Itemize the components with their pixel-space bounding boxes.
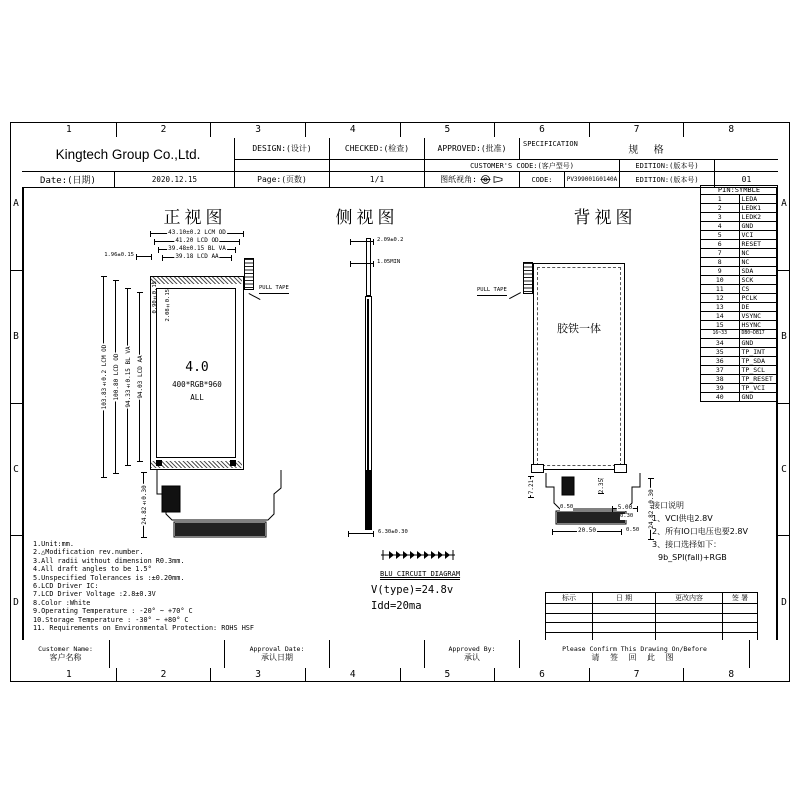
ruler-col-8: 8	[728, 124, 735, 135]
front-corner-mark-left	[156, 460, 162, 466]
ruler-col-1: 1	[22, 667, 117, 682]
footer-approval-date: Approval Date: 承认日期	[225, 640, 330, 668]
inner-dim-2: 2.08±0.15	[165, 289, 171, 322]
pin-row-4	[701, 222, 778, 231]
pin-number: 11	[701, 285, 740, 294]
ruler-col-5: 5	[401, 122, 496, 137]
led-caption: BLU CIRCUIT DIAGRAM	[380, 570, 461, 578]
side-fpc-dark	[365, 470, 372, 530]
footer-customer-name: Customer Name: 客户名称	[22, 640, 110, 668]
revision-empty-row	[546, 613, 758, 623]
pin-number: 39	[701, 384, 740, 393]
ruler-col-6: 6	[495, 667, 590, 682]
ruler-col-4: 4	[306, 122, 401, 137]
note-line: 9.Operating Temperature : -20° ~ +70° C	[33, 607, 193, 616]
display-size: 4.0	[185, 360, 209, 375]
ruler-col-3: 3	[211, 122, 306, 137]
front-fpc-component	[162, 486, 180, 512]
front-horizontal-dim: 41.20 LCD OD	[154, 241, 240, 242]
front-vertical-dim: 100.80 LCD OD	[115, 280, 116, 474]
ruler-col-7: 7	[590, 122, 685, 137]
ruler-row-C: C	[10, 404, 22, 537]
interface-note-line: 9b_SPI(fall)+RGB	[658, 553, 727, 562]
pin-symbol: VCI	[739, 231, 778, 240]
note-line: 2.△Modification rev.number.	[33, 548, 144, 557]
design-label: DESIGN:(设计)	[235, 138, 330, 160]
pin-row-39	[701, 384, 778, 393]
front-top-sealant	[151, 277, 242, 284]
ruler-row-A: A	[778, 138, 790, 271]
pin-number: 12	[701, 294, 740, 303]
pin-number: 35	[701, 348, 740, 357]
pin-number: 1	[701, 195, 740, 204]
pin-symbol: PCLK	[739, 294, 778, 303]
inner-dim-1: 0.90±0.15	[152, 281, 158, 314]
note-line: 1.Unit:mm.	[33, 540, 74, 548]
specification-label: SPECIFICATION	[523, 140, 578, 148]
pin-symbol: RESET	[739, 240, 778, 249]
pin-symbol: VSYNC	[739, 312, 778, 321]
code-value: PV399001G0140A	[565, 172, 620, 188]
edition-value: 01	[715, 172, 778, 188]
pin-symbol: LEDK2	[739, 213, 778, 222]
revision-empty-row	[546, 604, 758, 614]
approved-label: APPROVED:(批准)	[425, 138, 520, 160]
corner-dim-line	[136, 256, 152, 257]
pin-row-13	[701, 303, 778, 312]
pin-number: 14	[701, 312, 740, 321]
pin-row-16~33	[701, 330, 778, 339]
interface-note-line: 3、接口选择如下：	[652, 540, 722, 549]
note-line: 8.Color :White	[33, 598, 91, 607]
viewing-direction: ALL	[190, 393, 204, 402]
ruler-row-D: D	[13, 596, 19, 608]
pin-symbol: GND	[739, 393, 778, 402]
pin-symbol: LEDA	[739, 195, 778, 204]
interface-note-title: 接口说明	[652, 501, 684, 510]
front-pull-tape-label: PULL TAPE	[259, 286, 289, 294]
ruler-row-B: B	[10, 271, 22, 404]
note-line: 4.All draft angles to be 1.5°	[33, 565, 152, 574]
ruler-row-D: D	[781, 596, 787, 608]
back-dim-mid: 2.35	[598, 478, 605, 494]
pin-row-7	[701, 249, 778, 258]
back-connector-bar	[557, 512, 625, 523]
page-value: 1/1	[330, 172, 425, 188]
footer-confirm-note: Please Confirm This Drawing On/Before 请 签 回 此 图	[520, 640, 750, 668]
pin-number: 36	[701, 357, 740, 366]
front-horizontal-dim: 43.10±0.2 LCM OD	[150, 233, 244, 234]
pin-symbol: TP_INT	[739, 348, 778, 357]
led-string-diagram	[381, 548, 455, 562]
side-dim-min-line	[350, 263, 374, 264]
pin-number: 34	[701, 339, 740, 348]
note-line: 7.LCD Driver Voltage :2.8±0.3V	[33, 590, 156, 599]
backlight-current: Idd=20ma	[371, 600, 422, 612]
ruler-right	[778, 138, 790, 668]
revision-header: 签 署	[723, 593, 758, 604]
note-line: 3.All radii without dimension R0.3mm.	[33, 556, 185, 565]
resolution: 400*RGB*960	[172, 380, 222, 389]
pin-row-15	[701, 321, 778, 330]
backlight-voltage: V(type)=24.8v	[371, 584, 454, 596]
pin-number: 3	[701, 213, 740, 222]
pin-table-header: PIN:SYMBLE	[701, 186, 778, 195]
pin-row-14	[701, 312, 778, 321]
pin-symbol: GND	[739, 222, 778, 231]
ruler-col-5: 5	[401, 667, 496, 682]
ruler-left	[10, 138, 22, 668]
ruler-col-8: 8	[728, 669, 735, 680]
checked-label: CHECKED:(检查)	[330, 138, 425, 160]
corner-dim-label: 1.96±0.15	[90, 253, 134, 259]
back-ear-right	[614, 464, 627, 473]
footer-approval-date-value	[330, 640, 425, 668]
pin-row-8	[701, 258, 778, 267]
revision-header: 更改内容	[656, 593, 723, 604]
back-fpc-component	[562, 477, 574, 495]
front-connector-bar	[175, 523, 265, 536]
date-value: 2020.12.15	[115, 172, 235, 188]
back-dim-width-line: 20.50	[552, 531, 622, 532]
back-dim-step-c: 0.50	[626, 527, 640, 533]
page-label: Page:(页数)	[235, 172, 330, 188]
revision-table	[545, 592, 758, 642]
note-line: 6.LCD Driver IC:	[33, 582, 99, 591]
pin-number: 8	[701, 258, 740, 267]
pin-row-34	[701, 339, 778, 348]
pin-row-1	[701, 195, 778, 204]
pin-row-3	[701, 213, 778, 222]
pin-row-37	[701, 366, 778, 375]
pin-number: 2	[701, 204, 740, 213]
front-bottom-sealant	[151, 461, 242, 468]
front-fpc-outline	[150, 470, 295, 542]
pin-symbol: SCK	[739, 276, 778, 285]
ruler-col-7: 7	[590, 667, 685, 682]
interface-note-line: 2、所有IO口电压也要2.8V	[652, 527, 748, 536]
pin-number: 40	[701, 393, 740, 402]
pin-symbol: DB0~DB17	[739, 330, 778, 339]
pin-row-36	[701, 357, 778, 366]
design-value	[235, 160, 330, 172]
front-corner-mark-right	[230, 460, 236, 466]
pin-row-10	[701, 276, 778, 285]
ruler-col-2: 2	[117, 122, 212, 137]
pin-number: 13	[701, 303, 740, 312]
front-pull-tape-tab	[244, 258, 254, 290]
pin-number: 15	[701, 321, 740, 330]
pin-symbol: LEDK1	[739, 204, 778, 213]
ruler-bottom	[22, 667, 778, 682]
pin-symbol: TP_SDA	[739, 357, 778, 366]
back-pull-tape-label: PULL TAPE	[477, 288, 507, 296]
footer-approved-by: Approved By: 承认	[425, 640, 520, 668]
ruler-top	[22, 122, 778, 137]
back-dim-right: 24.82±0.30	[650, 478, 651, 540]
back-shield-dashed	[537, 267, 621, 466]
revision-empty-row	[546, 623, 758, 633]
specification-cn: 规 格	[628, 145, 670, 156]
pin-symbol: NC	[739, 249, 778, 258]
pin-symbol: TP_VCI	[739, 384, 778, 393]
pin-number: 5	[701, 231, 740, 240]
edition-label: EDITION:(版本号)	[620, 160, 715, 172]
front-fpc-dim: 24.82±0.30	[143, 472, 144, 538]
pin-number: 6	[701, 240, 740, 249]
ruler-row-A: A	[10, 138, 22, 271]
back-view-title: 背视图	[573, 208, 637, 228]
side-dim-total-line	[350, 241, 374, 242]
front-vertical-dim: 94.33±0.15 BL VA	[127, 288, 128, 466]
side-dim-tail: 6.30±0.30	[378, 529, 408, 535]
pin-symbol: TP_SCL	[739, 366, 778, 375]
pin-symbol: CS	[739, 285, 778, 294]
customer-code-label: CUSTOMER'S CODE:(客户型号)	[425, 160, 620, 172]
first-angle-projection-icon	[480, 174, 504, 185]
ruler-row-C: C	[778, 404, 790, 537]
back-dim-step-b: 0.30	[620, 513, 634, 519]
edition-value-empty	[715, 160, 778, 172]
date-label: Date:(日期)	[22, 172, 115, 188]
side-dim-total: 2.09±0.2	[377, 237, 404, 243]
note-line: 11. Requirements on Environmental Protection: ROHS HSF	[33, 624, 254, 633]
back-dim-step-a: 0.50	[560, 504, 574, 510]
view-angle-label: 图纸视角:	[440, 175, 477, 184]
front-horizontal-dim: 39.48±0.15 BL VA	[158, 249, 236, 250]
ruler-col-3: 3	[211, 667, 306, 682]
pin-row-11	[701, 285, 778, 294]
pin-row-2	[701, 204, 778, 213]
pin-symbol: NC	[739, 258, 778, 267]
back-pull-tape-tab	[523, 262, 533, 294]
front-view-title: 正视图	[163, 208, 227, 228]
back-dim-left: 7.21	[530, 476, 531, 498]
pin-row-40	[701, 393, 778, 402]
pin-number: 37	[701, 366, 740, 375]
pin-row-5	[701, 231, 778, 240]
footer-customer-name-value	[110, 640, 225, 668]
ruler-col-2: 2	[117, 667, 212, 682]
pin-symbol: TP_RESET	[739, 375, 778, 384]
note-line: 5.Unspecified Tolerances is :±0.20mm.	[33, 573, 185, 582]
footer-signature-value	[750, 640, 778, 668]
ruler-col-1: 1	[22, 122, 117, 137]
note-line: 10.Storage Temperature : -30° ~ +80° C	[33, 615, 189, 624]
back-dim-right-top-line: 5.00	[612, 508, 638, 509]
side-glass	[366, 238, 371, 296]
pin-number: 10	[701, 276, 740, 285]
company-name: Kingtech Group Co.,Ltd.	[22, 138, 235, 172]
side-dim-min: 1.05MIN	[377, 259, 401, 265]
pin-symbol: DE	[739, 303, 778, 312]
pin-table	[700, 185, 778, 402]
pin-number: 9	[701, 267, 740, 276]
pin-row-6	[701, 240, 778, 249]
code-label: CODE:	[520, 172, 565, 188]
revision-header: 标示	[546, 593, 593, 604]
side-view-title: 侧视图	[335, 208, 399, 228]
back-body-label: 胶铁一体	[557, 322, 601, 335]
pin-symbol: GND	[739, 339, 778, 348]
front-vertical-dim: 103.83±0.2 LCM OD	[103, 276, 104, 478]
pin-row-38	[701, 375, 778, 384]
edition-label-2: EDITION:(版本号)	[620, 172, 715, 188]
pin-row-12	[701, 294, 778, 303]
front-vertical-dim: 94.03 LCD AA	[139, 292, 140, 462]
pin-symbol: HSYNC	[739, 321, 778, 330]
revision-header: 日 期	[593, 593, 656, 604]
side-dim-tail-line	[348, 533, 374, 534]
ruler-col-6: 6	[495, 122, 590, 137]
checked-value	[330, 160, 425, 172]
pin-number: 7	[701, 249, 740, 258]
interface-note-line: 1、VCI供电2.8V	[652, 514, 713, 523]
pin-symbol: SDA	[739, 267, 778, 276]
pin-row-35	[701, 348, 778, 357]
notes-list	[33, 540, 254, 632]
interface-note	[652, 499, 748, 564]
pin-row-9	[701, 267, 778, 276]
front-horizontal-dim: 39.18 LCD AA	[162, 257, 232, 258]
pin-number: 16~33	[701, 330, 740, 339]
pin-number: 4	[701, 222, 740, 231]
ruler-row-B: B	[778, 271, 790, 404]
back-outline	[533, 263, 625, 470]
ruler-col-4: 4	[306, 667, 401, 682]
pin-number: 38	[701, 375, 740, 384]
back-ear-left	[531, 464, 544, 473]
